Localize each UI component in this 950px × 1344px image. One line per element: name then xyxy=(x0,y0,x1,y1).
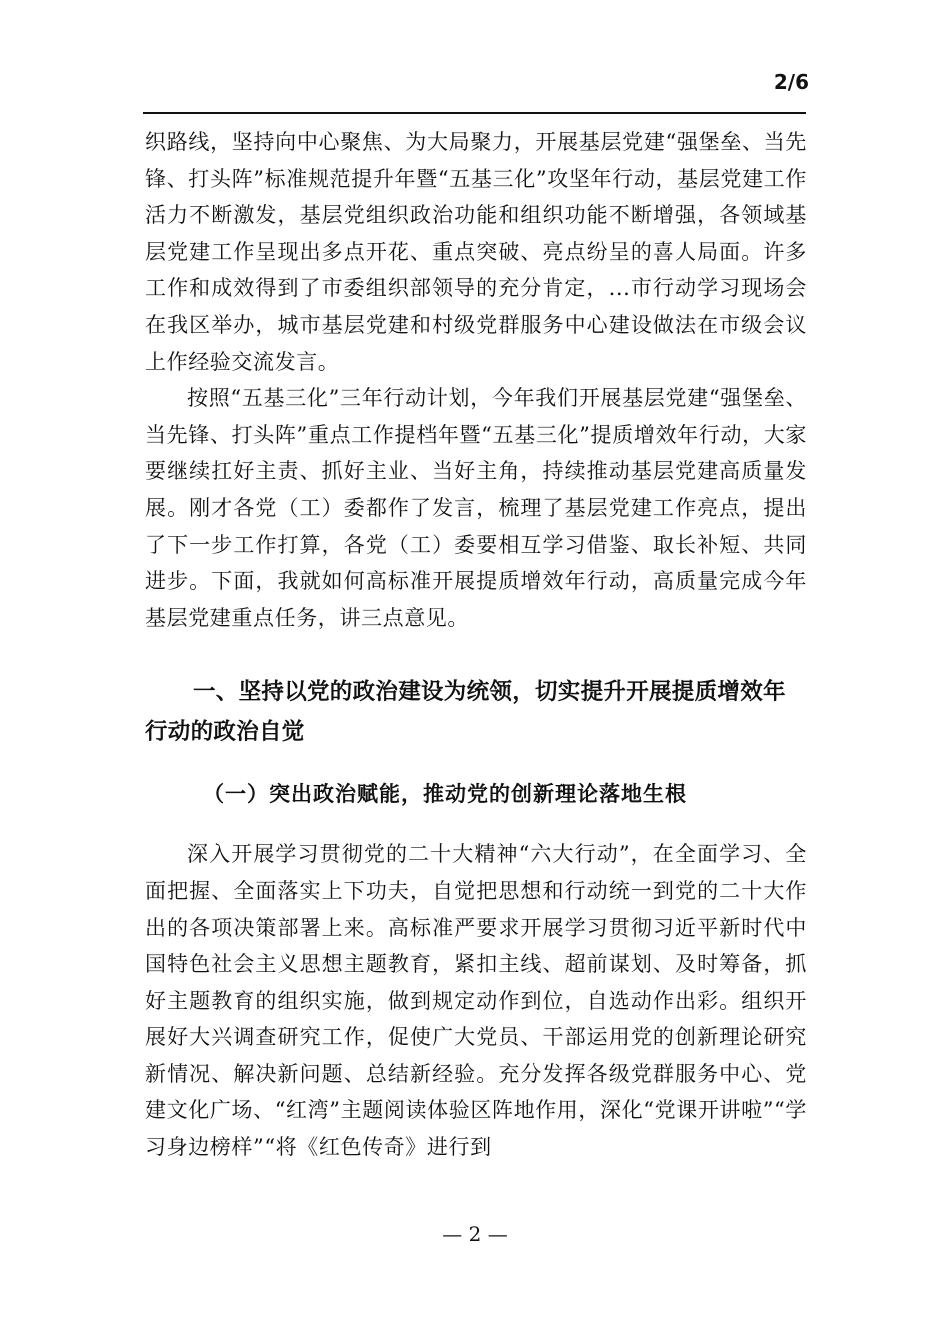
header-divider xyxy=(143,112,806,114)
body-paragraph-3: 深入开展学习贯彻党的二十大精神“六大行动”，在全面学习、全面把握、全面落实上下功夫，自觉把思想和行动统一到党的二十大作出的各项决策部署上来。高标准严要求开展学习贯彻习近平新时代中国特色社会主义思想主题教育，紧扣主线、超前谋划、及时筹备，抓好主题教育的组织实施，做到规定动作到位，自选动作出彩。组织开展好大兴调查研究工作，促使广大党员、干部运用党的创新理论研究新情况、解决新问题、总结新经验。充分发挥各级党群服务中心、党建文化广场、“红湾”主题阅读体验区阵地作用，深化“党课开讲啦”“学习身边榜样”“将《红色传奇》进行到 xyxy=(145,842,807,1160)
section-heading-1: 一、坚持以党的政治建设为统领，切实提升开展提质增效年行动的政治自觉 xyxy=(145,679,786,746)
body-paragraph-2: 按照“五基三化”三年行动计划，今年我们开展基层党建“强堡垒、当先锋、打头阵”重点工作提档年暨“五基三化”提质增效年行动，大家要继续扛好主责、抓好主业、当好主角，持续推动基层党建高质量发展。刚才各党（工）委都作了发言，梳理了基层党建工作亮点，提出了下一步工作打算，各党（工）委要相互学习借鉴、取长补短、共同进步。下面，我就如何高标准开展提质增效年行动，高质量完成今年基层党建重点任务，讲三点意见。 xyxy=(145,386,807,630)
footer-page-number: — 2 — xyxy=(442,1222,508,1246)
subsection-heading-1: （一）突出政治赋能，推动党的创新理论落地生根 xyxy=(203,781,687,807)
document-body xyxy=(145,124,807,1166)
page-counter: 2/6 xyxy=(773,70,809,94)
body-paragraph-1: 织路线，坚持向中心聚焦、为大局聚力，开展基层党建“强堡垒、当先锋、打头阵”标准规范提升年暨“五基三化”攻坚年行动，基层党建工作活力不断激发，基层党组织政治功能和组织功能不断增强，各领域基层党建工作呈现出多点开花、重点突破、亮点纷呈的喜人局面。许多工作和成效得到了市委组织部领导的充分肯定，...市行动学习现场会在我区举办，城市基层党建和村级党群服务中心建设做法在市级会议上作经验交流发言。 xyxy=(145,130,807,374)
